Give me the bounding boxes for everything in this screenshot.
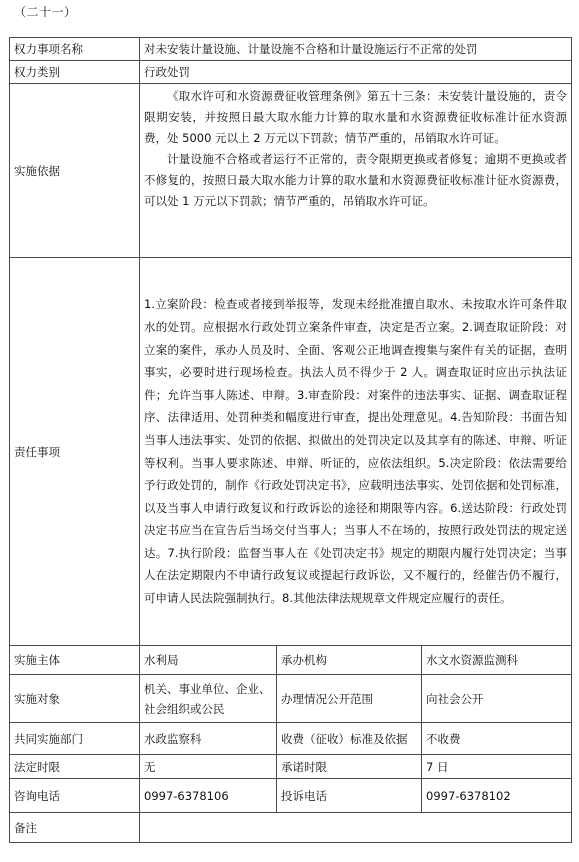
handling-agency-value: 水文水资源监测科 — [422, 646, 572, 675]
item-name-value: 对未安装计量设施、计量设施不合格和计量设施运行不正常的处罚 — [140, 38, 572, 61]
legal-limit-label: 法定时限 — [10, 755, 140, 779]
fee-standard-label: 收费（征收）标准及依据 — [277, 723, 422, 755]
fee-standard-value: 不收费 — [422, 723, 572, 755]
consult-phone-label: 咨询电话 — [10, 779, 140, 813]
row-phone — [10, 779, 572, 813]
remark-value — [140, 813, 572, 843]
item-name-label: 权力事项名称 — [10, 38, 140, 61]
disclosure-scope-label: 办理情况公开范围 — [277, 675, 422, 723]
row-responsibility — [10, 258, 572, 646]
responsibility-text: 1.立案阶段：检查或者接到举报等，发现未经批准擅自取水、未按取水许可条件取水的处罚。应根据水行政处罚立案条件审查，决定是否立案。2.调查取证阶段：对立案的案件，承办人员及时、全面、客观公正地调查搜集与案件有关的证据，查明事实，必要时进行现场检查。执法人员不得少于 2 人。调查取证时应出示执法证件；允许当事人陈述、申辩。3.审查阶段：对案件的违法事实、证据、调查取证程序、法律适用、处罚种类和幅度进行审查，提出处理意见。4.告知阶段：书面告知当事人违法事实、处罚的依据、拟做出的处罚决定以及其享有的陈述、申辩、听证等权利。当事人要求陈述、申辩、听证的，应依法组织。5.决定阶段：依法需要给予行政处罚的，制作《行政处罚决定书》，应载明违法事实、处罚依据和处罚标准，以及当事人申请行政复议和行政诉讼的途径和期限等内容。6.送达阶段：行政处罚决定书应当在宣告后当场交付当事人；当事人不在场的，按照行政处罚法的规定送达。7.执行阶段：监督当事人在《处罚决定书》规定的期限内履行处罚决定；当事人在法定期限内不申请行政复议或提起行政诉讼，又不履行的，经催告仍不履行，可申请人民法院强制执行。8.其他法律法规规章文件规定应履行的责任。 — [144, 297, 568, 606]
handling-agency-label: 承办机构 — [277, 646, 422, 675]
consult-phone-value: 0997-6378106 — [140, 779, 277, 813]
responsibility-value — [140, 258, 572, 646]
row-target — [10, 675, 572, 723]
legal-limit-value: 无 — [140, 755, 277, 779]
row-remark — [10, 813, 572, 843]
row-category — [10, 61, 572, 84]
category-value: 行政处罚 — [140, 61, 572, 84]
category-label: 权力类别 — [10, 61, 140, 84]
remark-label: 备注 — [10, 813, 140, 843]
row-joint — [10, 723, 572, 755]
joint-dept-label: 共同实施部门 — [10, 723, 140, 755]
joint-dept-value: 水政监察科 — [140, 723, 277, 755]
complaint-phone-label: 投诉电话 — [277, 779, 422, 813]
responsibility-label: 责任事项 — [10, 258, 140, 646]
promised-limit-label: 承诺时限 — [277, 755, 422, 779]
row-basis — [10, 84, 572, 258]
subject-value: 水利局 — [140, 646, 277, 675]
target-label: 实施对象 — [10, 675, 140, 723]
promised-limit-value: 7 日 — [422, 755, 572, 779]
row-item-name — [10, 38, 572, 61]
target-value: 机关、事业单位、企业、社会组织或公民 — [140, 675, 277, 723]
row-subject — [10, 646, 572, 675]
subject-label: 实施主体 — [10, 646, 140, 675]
section-title: （二十一） — [14, 5, 77, 19]
power-list-table — [9, 37, 572, 843]
basis-label: 实施依据 — [10, 84, 140, 258]
row-limit — [10, 755, 572, 779]
basis-value — [140, 84, 572, 258]
disclosure-scope-value: 向社会公开 — [422, 675, 572, 723]
basis-paragraph-2: 计量设施不合格或者运行不正常的，责令限期更换或者修复；逾期不更换或者不修复的，按照日最大取水能力计算的取水量和水资源费征收标准计征水资源费，可以处 1 万元以下罚款；情节严重的，吊销取水许可证。 — [144, 152, 568, 208]
complaint-phone-value: 0997-6378102 — [422, 779, 572, 813]
basis-paragraph-1: 《取水许可和水资源费征收管理条例》第五十三条：未安装计量设施的，责令限期安装，并按照日最大取水能力计算的取水量和水资源费征收标准计征水资源费，处 5000 元以上 2 万元以下罚款；情节严重的，吊销取水许可证。 — [144, 89, 568, 145]
